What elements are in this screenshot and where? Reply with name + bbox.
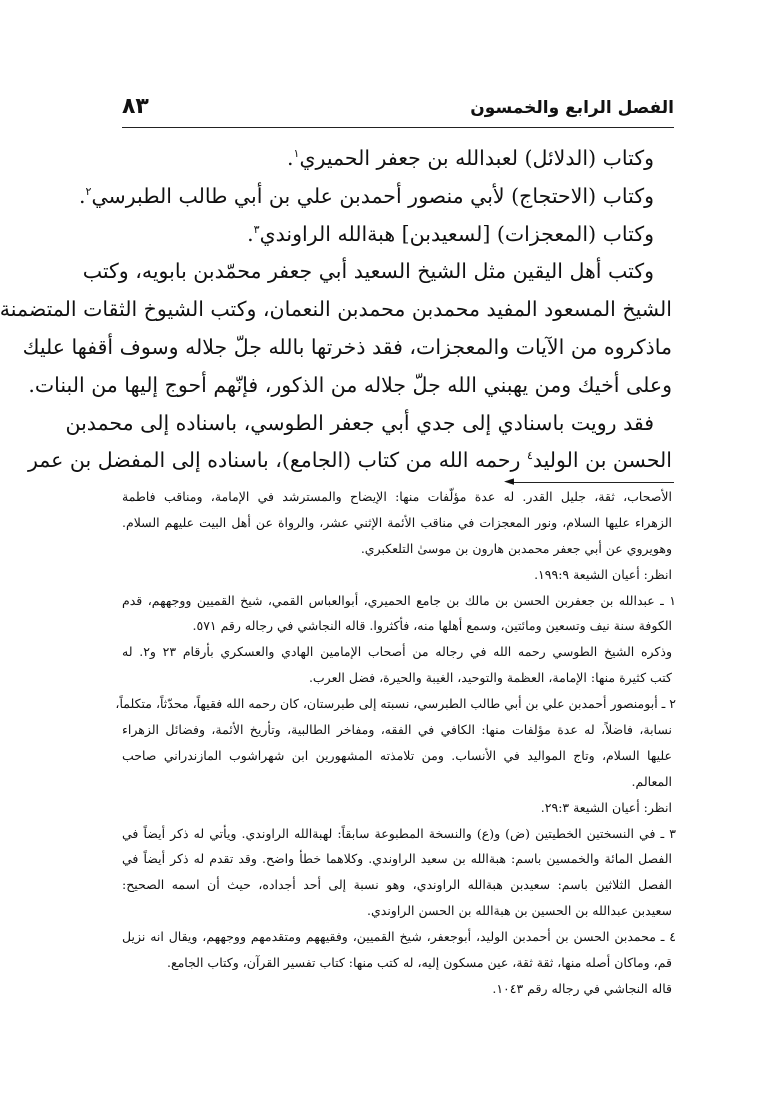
footnote-line: ٢ ـ أبومنصور أحمدبن علي بن أبي طالب الطبرسي، نسبته إلى طبرستان، كان رحمه الله فقيهاً، محدّثاً، متكلماً،	[115, 696, 676, 712]
footnote-line: كتب كثيرة منها: الإمامة، العظمة والتوحيد، الغيبة والحيرة، فضل العرب.	[308, 670, 672, 686]
main-text-span: الحسن بن الوليد	[532, 448, 672, 473]
main-text-line	[124, 216, 672, 254]
main-text-line	[0, 291, 672, 329]
footnote-separator-line	[512, 482, 674, 483]
main-text	[0, 140, 672, 480]
main-text-line	[124, 140, 672, 178]
main-text-line	[28, 442, 672, 480]
main-text-line	[78, 178, 672, 216]
page-header	[122, 92, 674, 126]
main-text-span: فقد رويت باسنادي إلى جدي أبي جعفر الطوسي، باسناده إلى محمدبن	[65, 410, 654, 435]
main-text-line	[82, 253, 672, 291]
footnote-line: انظر: أعيان الشيعة ٢٩:٣.	[540, 799, 672, 815]
main-text-span: وكتاب (الدلائل) لعبدالله بن جعفر الحميري	[299, 146, 654, 170]
footnote-line: المعالم.	[631, 773, 672, 789]
main-text-line	[28, 367, 672, 405]
footnote-marker: ١	[293, 147, 300, 161]
header-rule	[122, 127, 674, 128]
footnote-line: الأصحاب، ثقة، جليل القدر. له عدة مؤلّفات منها: الإيضاح والمسترشد في الإمامة، ومناقب فاطمة	[122, 489, 672, 504]
book-page	[2, 0, 778, 1093]
main-text-line	[65, 405, 672, 443]
main-text-tail: .	[78, 183, 86, 208]
footnote-line: نسابة، فاضلاً، له عدة مؤلفات منها: الكافي في الفقه، ومفاخر الطالبية، وتأريخ الأئمة، وفضائل الزهراء	[122, 722, 672, 738]
main-text-span: ماذكروه من الآيات والمعجزات، فقد ذخرتها بالله جلّ جلاله وسوف أقفها عليك	[22, 334, 672, 359]
main-text-tail: رحمه الله من كتاب (الجامع)، باسناده إلى المفضل بن عمر	[28, 448, 527, 473]
footnote-line: وذكره الشيخ الطوسي رحمه الله في رجاله من أصحاب الإمامين الهادي والعسكري بأرقام ٢٣ و٢. له	[122, 644, 672, 660]
footnote-line: الكوفة سنة نيف وتسعين ومائتين، وسمع أهلها منه، فأكثروا. قاله النجاشي في رجاله رقم ٥٧١.	[192, 618, 672, 634]
main-text-span: وكتب أهل اليقين مثل الشيخ السعيد أبي جعفر محمّدبن بابويه، وكتب	[82, 259, 654, 284]
main-text-tail: .	[247, 221, 254, 246]
arrow-left-icon: ◄	[504, 474, 514, 489]
footnote-marker: ٤	[526, 449, 533, 463]
footnote-line: ١ ـ عبدالله بن جعفربن الحسن بن مالك بن جامع الحميري، أبوالعباس القمي، شيخ القميين ووجههم، قدم	[122, 592, 676, 608]
main-text-tail: .	[287, 146, 294, 170]
main-text-span: وكتاب (المعجزات) [لسعيدبن] هبةالله الراوندي	[259, 221, 654, 246]
footnote-marker: ٢	[85, 184, 92, 198]
page-number: ٨٣	[122, 94, 149, 119]
footnotes	[115, 484, 676, 1002]
footnote-line: انظر: أعيان الشيعة ١٩٩:٩.	[534, 566, 672, 582]
footnote-line: الفصل المائة والخمسين باسم: هبةالله بن سعيد الراوندي. وكلاهما خطأ واضح. وقد تقدم له ذكر أيضاً في	[122, 851, 672, 867]
footnote-line: قم، وماكان أصله منها، ثقة ثقة، عين مسكون إليه، له كتب منها: كتاب تفسير القرآن، وكتاب الجامع.	[166, 955, 672, 971]
footnote-line: عليها السلام، وتاج المواليد في الأنساب. ومن تلامذته المشهورين ابن شهراشوب المازندراني صاحب	[122, 747, 672, 763]
main-text-line	[22, 329, 672, 367]
main-text-span: الشيخ المسعود المفيد محمدبن محمدبن النعمان، وكتب الشيوخ الثقات المتضمنة	[0, 297, 672, 322]
footnote-line: الفصل الثلاثين باسم: سعيدبن هبةالله الراوندي، وهو نسبة إلى أحد أجداده، حيث أن اسمه الصحيح:	[122, 877, 672, 893]
chapter-title: الفصل الرابع والخمسون	[470, 98, 674, 118]
main-text-span: وكتاب (الاحتجاج) لأبي منصور أحمدبن علي بن أبي طالب الطبرسي	[91, 183, 654, 208]
footnote-marker: ٣	[253, 222, 260, 236]
main-text-span: وعلى أخيك ومن يهبني الله جلّ جلاله من الذكور، فإنّهم أحوج إليها من البنات.	[28, 372, 672, 397]
footnote-line: وهويروي عن أبي جعفر محمدبن هارون بن موسىٰ التلعكبري.	[360, 540, 672, 556]
footnote-line: الزهراء عليها السلام، ونور المعجزات في مناقب الأئمة الإثني عشر، والرواة عن أهل البيت عليهم السلام.	[122, 514, 672, 530]
footnote-line: ٣ ـ في النسختين الخطيتين (ض) و(ع) والنسخة المطبوعة سابقاً: لهبةالله الراوندي. ويأتي له ذكر أيضاً في	[122, 825, 676, 841]
footnote-line: ٤ ـ محمدبن الحسن بن أحمدبن الوليد، أبوجعفر، شيخ القميين، وفقيههم ومتقدمهم ووجههم، ويقال انه نزيل	[122, 929, 676, 945]
footnote-line: قاله النجاشي في رجاله رقم ١٠٤٣.	[492, 980, 672, 996]
footnote-line: سعيدبن عبدالله بن الحسين بن هبةالله بن الحسن الراوندي.	[367, 903, 672, 919]
